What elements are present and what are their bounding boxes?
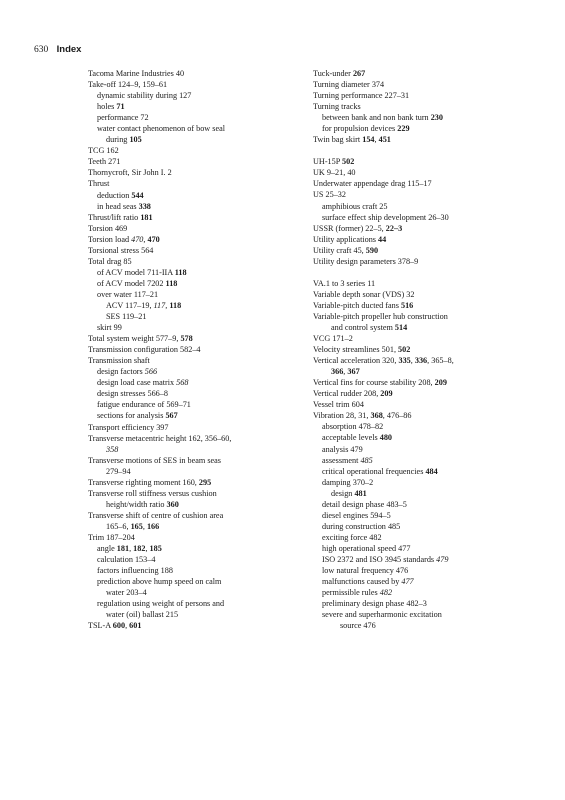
page-ref-italic: 470 bbox=[131, 234, 144, 244]
index-subentry bbox=[88, 444, 308, 455]
index-subentry bbox=[88, 300, 308, 311]
entry-text: Utility design parameters 378–9 bbox=[313, 256, 419, 266]
index-entry bbox=[313, 189, 533, 200]
index-subentry bbox=[313, 421, 533, 432]
entry-text: , bbox=[343, 367, 348, 377]
page-ref-bold: 166 bbox=[146, 521, 160, 531]
entry-text: Vertical fins for course stability 208, bbox=[313, 378, 435, 388]
entry-text: skirt 99 bbox=[97, 323, 122, 333]
index-subentry bbox=[88, 101, 308, 112]
index-subentry bbox=[313, 554, 533, 565]
index-subentry bbox=[313, 543, 533, 554]
index-subentry bbox=[313, 212, 533, 223]
entry-text: UH-15P bbox=[313, 157, 343, 167]
page-ref-bold: 368 bbox=[370, 411, 383, 421]
page-header bbox=[34, 44, 81, 56]
page-ref-bold: 600 bbox=[112, 621, 126, 631]
entry-text: absorption 478–82 bbox=[322, 422, 384, 432]
entry-text: water 203–4 bbox=[106, 588, 147, 598]
entry-text: Utility applications bbox=[313, 234, 379, 244]
entry-text: design load case matrix bbox=[97, 378, 177, 388]
page-ref-italic: 479 bbox=[436, 554, 449, 564]
entry-text: Thrust/lift ratio bbox=[88, 212, 141, 222]
entry-text: assessment bbox=[322, 455, 361, 465]
entry-text: Transverse metacentric height 162, 356–60, bbox=[88, 433, 232, 443]
index-subentry bbox=[88, 388, 308, 399]
index-subentry bbox=[313, 455, 533, 466]
index-subentry bbox=[88, 576, 308, 587]
entry-text: Trim 187–204 bbox=[88, 532, 135, 542]
entry-text: water contact phenomenon of bow seal bbox=[97, 124, 225, 134]
index-entry bbox=[88, 422, 308, 433]
entry-text: low natural frequency 476 bbox=[322, 566, 409, 576]
index-subentry bbox=[313, 432, 533, 443]
page-ref-italic: 566 bbox=[144, 367, 158, 377]
entry-text: , bbox=[129, 544, 134, 554]
index-subentry bbox=[313, 488, 533, 499]
page-ref-bold: 209 bbox=[380, 389, 393, 399]
page-ref-bold: 567 bbox=[165, 411, 178, 421]
index-entry bbox=[313, 289, 533, 300]
index-entry bbox=[88, 68, 308, 79]
index-entry bbox=[88, 532, 308, 543]
index-subentry bbox=[313, 466, 533, 477]
index-entry bbox=[313, 399, 533, 410]
index-entry bbox=[88, 333, 308, 344]
index-subentry bbox=[88, 598, 308, 609]
index-column-right bbox=[313, 68, 533, 631]
index-entry bbox=[88, 223, 308, 234]
index-entry bbox=[313, 333, 533, 344]
entry-text: for propulsion devices bbox=[322, 124, 398, 134]
index-subentry bbox=[313, 620, 533, 631]
index-subentry bbox=[313, 499, 533, 510]
entry-text: preliminary design phase 482–3 bbox=[322, 599, 427, 609]
page-ref-bold: 185 bbox=[149, 544, 162, 554]
entry-text: Transport efficiency 397 bbox=[88, 422, 169, 432]
index-subentry bbox=[88, 322, 308, 333]
page-ref-bold: 360 bbox=[166, 499, 179, 509]
index-entry bbox=[88, 245, 308, 256]
entry-text: Teeth 271 bbox=[88, 157, 121, 167]
entry-text: damping 370–2 bbox=[322, 477, 374, 487]
entry-text: TSL-A bbox=[88, 621, 113, 631]
entry-text: Twin bag skirt bbox=[313, 135, 363, 145]
index-subentry bbox=[313, 477, 533, 488]
index-column-left bbox=[88, 68, 308, 631]
page-ref-bold: 154 bbox=[362, 135, 375, 145]
index-entry bbox=[313, 377, 533, 388]
entry-text: Tacoma Marine Industries 40 bbox=[88, 69, 185, 78]
entry-text: Transmission configuration 582–4 bbox=[88, 345, 201, 355]
page-ref-bold: 118 bbox=[169, 300, 182, 310]
page-ref-bold: 601 bbox=[129, 621, 142, 631]
index-entry bbox=[88, 167, 308, 178]
entry-text: TCG 162 bbox=[88, 146, 119, 156]
entry-text: Vibration 28, 31, bbox=[313, 411, 371, 421]
entry-text: severe and superharmonic excitation bbox=[322, 610, 442, 620]
page-ref-italic: 485 bbox=[360, 455, 373, 465]
page-ref-bold: 336 bbox=[414, 356, 428, 366]
entry-text: ACV 117–19, bbox=[106, 300, 154, 310]
index-entry bbox=[313, 256, 533, 267]
entry-text: Variable-pitch propeller hub construction bbox=[313, 311, 448, 321]
page-ref-bold: 502 bbox=[398, 345, 411, 355]
entry-text: , bbox=[165, 300, 170, 310]
index-subentry bbox=[88, 565, 308, 576]
entry-text: regulation using weight of persons and bbox=[97, 599, 225, 609]
entry-text: USSR (former) 22–5, bbox=[313, 223, 386, 233]
page-ref-bold: 71 bbox=[116, 102, 125, 112]
entry-text: SES 119–21 bbox=[106, 312, 147, 322]
page-ref-bold: 181 bbox=[140, 212, 153, 222]
index-subentry bbox=[88, 123, 308, 134]
index-subentry bbox=[88, 521, 308, 532]
page-ref-bold: 230 bbox=[430, 113, 443, 123]
entry-text: Turning performance 227–31 bbox=[313, 91, 410, 101]
index-entry bbox=[313, 167, 533, 178]
index-entry bbox=[88, 477, 308, 488]
entry-text: analysis 479 bbox=[322, 444, 363, 454]
index-entry bbox=[88, 256, 308, 267]
page-ref-bold: 367 bbox=[347, 367, 360, 377]
index-entry bbox=[313, 178, 533, 189]
index-subentry bbox=[88, 134, 308, 145]
page-ref-bold: 451 bbox=[378, 135, 391, 145]
entry-text: prediction above hump speed on calm bbox=[97, 577, 222, 587]
entry-text: sections for analysis bbox=[97, 411, 166, 421]
index-entry bbox=[88, 145, 308, 156]
page-ref-bold: 165 bbox=[130, 521, 143, 531]
index-subentry bbox=[88, 377, 308, 388]
page-ref-bold: 578 bbox=[180, 334, 193, 344]
index-entry bbox=[313, 223, 533, 234]
index-subentry bbox=[313, 565, 533, 576]
index-subentry bbox=[313, 532, 533, 543]
entry-text: Utility craft 45, bbox=[313, 245, 366, 255]
index-subentry bbox=[313, 510, 533, 521]
index-entry bbox=[88, 510, 308, 521]
index-entry bbox=[313, 101, 533, 112]
entry-text: Torsional stress 564 bbox=[88, 245, 154, 255]
index-subentry bbox=[88, 190, 308, 201]
entry-text: height/width ratio bbox=[106, 499, 167, 509]
index-subentry bbox=[313, 521, 533, 532]
entry-text: Vertical rudder 208, bbox=[313, 389, 381, 399]
index-subentry bbox=[313, 366, 533, 377]
page-ref-italic: 477 bbox=[401, 577, 414, 587]
entry-text: source 476 bbox=[340, 621, 376, 631]
index-letter-gap bbox=[313, 145, 533, 156]
entry-text: malfunctions caused by bbox=[322, 577, 402, 587]
index-subentry bbox=[313, 576, 533, 587]
index-subentry bbox=[313, 609, 533, 620]
entry-text: deduction bbox=[97, 190, 132, 200]
index-entry bbox=[313, 388, 533, 399]
entry-text: in head seas bbox=[97, 201, 139, 211]
entry-text: Transverse motions of SES in beam seas bbox=[88, 455, 221, 465]
index-subentry bbox=[88, 289, 308, 300]
entry-text: during construction 485 bbox=[322, 521, 401, 531]
index-entry bbox=[88, 79, 308, 90]
page-ref-bold: 209 bbox=[434, 378, 447, 388]
page-ref-bold: 182 bbox=[133, 544, 146, 554]
index-subentry bbox=[313, 444, 533, 455]
index-entry bbox=[313, 234, 533, 245]
index-entry bbox=[88, 455, 308, 466]
entry-text: acceptable levels bbox=[322, 433, 380, 443]
index-entry bbox=[88, 433, 308, 444]
entry-text: calculation 153–4 bbox=[97, 555, 156, 565]
entry-text: of ACV model 711-IIA bbox=[97, 267, 175, 277]
index-entry bbox=[313, 344, 533, 355]
entry-text: between bank and non bank turn bbox=[322, 113, 431, 123]
page-ref-bold: 44 bbox=[378, 234, 387, 244]
index-entry bbox=[313, 410, 533, 421]
page-ref-bold: 229 bbox=[397, 124, 410, 134]
index-subentry bbox=[313, 322, 533, 333]
page-ref-bold: 335 bbox=[398, 356, 411, 366]
index-entry bbox=[313, 79, 533, 90]
entry-text: Take-off 124–9, 159–61 bbox=[88, 80, 168, 90]
index-subentry bbox=[313, 123, 533, 134]
entry-text: over water 117–21 bbox=[97, 289, 159, 299]
entry-text: Variable-pitch ducted fans bbox=[313, 300, 401, 310]
entry-text: 279–94 bbox=[106, 466, 131, 476]
index-entry bbox=[313, 245, 533, 256]
entry-text: Transverse shift of centre of cushion area bbox=[88, 510, 224, 520]
page-ref-bold: 118 bbox=[174, 267, 187, 277]
entry-text: Thornycroft, Sir John I. 2 bbox=[88, 168, 172, 178]
index-subentry bbox=[88, 112, 308, 123]
index-subentry bbox=[88, 609, 308, 620]
entry-text: angle bbox=[97, 544, 117, 554]
entry-text: Turning diameter 374 bbox=[313, 80, 385, 90]
entry-text: ISO 2372 and ISO 3945 standards bbox=[322, 554, 437, 564]
index-subentry bbox=[313, 598, 533, 609]
index-subentry bbox=[313, 201, 533, 212]
index-subentry bbox=[88, 201, 308, 212]
index-subentry bbox=[88, 278, 308, 289]
index-entry bbox=[313, 278, 533, 289]
entry-text: design bbox=[331, 488, 355, 498]
entry-text: detail design phase 483–5 bbox=[322, 499, 407, 509]
index-entry bbox=[88, 156, 308, 167]
entry-text: dynamic stability during 127 bbox=[97, 91, 192, 101]
entry-text: of ACV model 7202 bbox=[97, 278, 166, 288]
page-ref-bold: 514 bbox=[394, 322, 408, 332]
page-ref-bold: 181 bbox=[116, 544, 130, 554]
index-entry bbox=[313, 68, 533, 79]
index-subentry bbox=[88, 499, 308, 510]
index-subentry bbox=[88, 90, 308, 101]
entry-text: 165–6, bbox=[106, 521, 131, 531]
index-entry bbox=[88, 212, 308, 223]
page-ref-bold: 366 bbox=[331, 367, 344, 377]
index-subentry bbox=[88, 410, 308, 421]
page-ref-bold: 480 bbox=[379, 433, 393, 443]
index-subentry bbox=[88, 267, 308, 278]
page-ref-bold: 22–3 bbox=[385, 223, 403, 233]
page-ref-bold: 544 bbox=[131, 190, 144, 200]
index-entry bbox=[313, 90, 533, 101]
index-subentry bbox=[313, 587, 533, 598]
entry-text: surface effect ship development 26–30 bbox=[322, 212, 449, 222]
page-title: Index bbox=[56, 44, 82, 55]
entry-text: Transmission shaft bbox=[88, 356, 150, 366]
entry-text: permissible rules bbox=[322, 588, 380, 598]
entry-text: factors influencing 188 bbox=[97, 566, 173, 576]
page-ref-bold: 118 bbox=[165, 278, 178, 288]
page-ref-bold: 590 bbox=[365, 245, 379, 255]
entry-text: , 476–86 bbox=[382, 411, 412, 421]
entry-text: VCG 171–2 bbox=[313, 334, 353, 344]
index-subentry bbox=[88, 311, 308, 322]
index-subentry bbox=[313, 112, 533, 123]
index-entry bbox=[88, 234, 308, 245]
index-subentry bbox=[88, 543, 308, 554]
entry-text: , bbox=[125, 621, 130, 631]
entry-text: , 365–8, bbox=[427, 356, 454, 366]
entry-text: , bbox=[142, 521, 147, 531]
entry-text: holes bbox=[97, 102, 117, 112]
page-ref-bold: 338 bbox=[138, 201, 151, 211]
index-entry bbox=[313, 156, 533, 167]
entry-text: Velocity streamlines 501, bbox=[313, 345, 399, 355]
page-ref-bold: 295 bbox=[198, 477, 212, 487]
entry-text: fatigue endurance of 569–71 bbox=[97, 400, 191, 410]
entry-text: , bbox=[410, 356, 415, 366]
page-ref-italic: 482 bbox=[379, 588, 393, 598]
entry-text: , bbox=[145, 544, 150, 554]
entry-text: Thrust bbox=[88, 179, 110, 189]
page-ref-bold: 481 bbox=[354, 488, 367, 498]
page-ref-bold: 267 bbox=[352, 69, 366, 78]
index-subentry bbox=[88, 366, 308, 377]
index-subentry bbox=[88, 587, 308, 598]
entry-text: Tuck-under bbox=[313, 69, 353, 78]
entry-text: VA.1 to 3 series 11 bbox=[313, 278, 376, 288]
entry-text: during bbox=[106, 135, 130, 145]
page-ref-italic: 358 bbox=[106, 444, 119, 454]
index-entry bbox=[88, 355, 308, 366]
entry-text: design factors bbox=[97, 367, 145, 377]
page-ref-italic: 568 bbox=[176, 378, 189, 388]
index-entry bbox=[313, 311, 533, 322]
entry-text: performance 72 bbox=[97, 113, 149, 123]
entry-text: Transverse roll stiffness versus cushion bbox=[88, 488, 217, 498]
page-ref-bold: 105 bbox=[129, 135, 142, 145]
entry-text: Variable depth sonar (VDS) 32 bbox=[313, 289, 415, 299]
entry-text: design stresses 566–8 bbox=[97, 389, 168, 399]
entry-text: Torsion 469 bbox=[88, 223, 128, 233]
entry-text: Transverse righting moment 160, bbox=[88, 477, 199, 487]
entry-text: UK 9–21, 40 bbox=[313, 168, 356, 178]
entry-text: diesel engines 594–5 bbox=[322, 510, 391, 520]
entry-text: critical operational frequencies bbox=[322, 466, 426, 476]
page-number: 630 bbox=[34, 45, 49, 55]
page-ref-bold: 484 bbox=[425, 466, 438, 476]
entry-text: Vertical acceleration 320, bbox=[313, 356, 399, 366]
index-subentry bbox=[88, 554, 308, 565]
entry-text: Vessel trim 604 bbox=[313, 400, 364, 410]
index-letter-gap bbox=[313, 267, 533, 278]
entry-text: Turning tracks bbox=[313, 102, 361, 112]
index-subentry bbox=[88, 399, 308, 410]
index-entry bbox=[313, 300, 533, 311]
entry-text: , bbox=[374, 135, 379, 145]
entry-text: high operational speed 477 bbox=[322, 543, 411, 553]
entry-text: Torsion load bbox=[88, 234, 132, 244]
index-entry bbox=[88, 488, 308, 499]
page-ref-italic: 117 bbox=[153, 300, 166, 310]
entry-text: US 25–32 bbox=[313, 190, 346, 200]
entry-text: exciting force 482 bbox=[322, 532, 382, 542]
index-entry bbox=[88, 178, 308, 189]
index-entry bbox=[88, 620, 308, 631]
entry-text: Underwater appendage drag 115–17 bbox=[313, 179, 432, 189]
index-entry bbox=[313, 355, 533, 366]
entry-text: and control system bbox=[331, 322, 395, 332]
index-subentry bbox=[88, 466, 308, 477]
entry-text: Total system weight 577–9, bbox=[88, 334, 181, 344]
page-ref-bold: 470 bbox=[147, 234, 160, 244]
page-ref-bold: 516 bbox=[400, 300, 414, 310]
index-entry bbox=[313, 134, 533, 145]
index-entry bbox=[88, 344, 308, 355]
entry-text: water (oil) ballast 215 bbox=[106, 610, 179, 620]
entry-text: , bbox=[143, 234, 148, 244]
entry-text: Total drag 85 bbox=[88, 256, 132, 266]
entry-text: amphibious craft 25 bbox=[322, 201, 388, 211]
page-ref-bold: 502 bbox=[342, 157, 355, 167]
